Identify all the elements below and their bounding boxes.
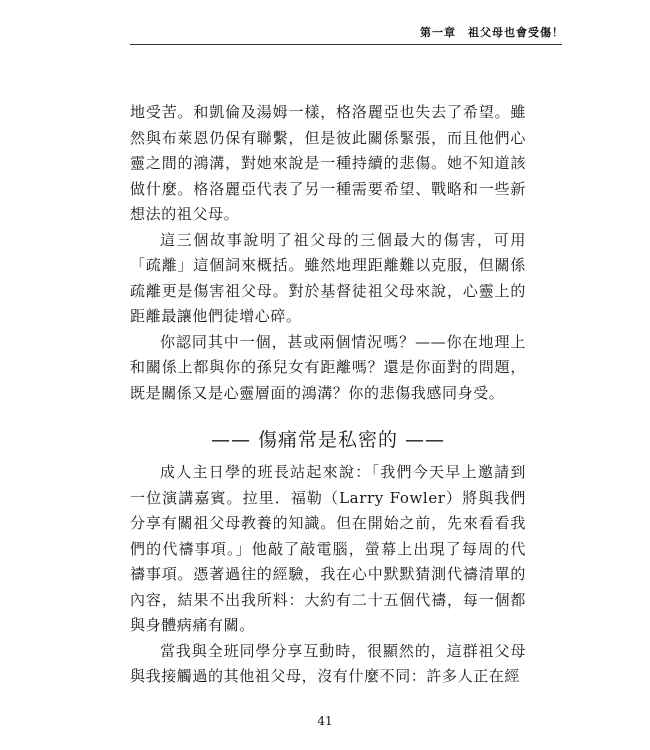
paragraph: 成人主日學的班長站起來說：「我們今天早上邀請到一位演講嘉賓。拉里．福勒（Larry Fowler）將與我們分享有關祖父母教養的知識。但在開始之前，先來看看我們的代禱事項。」他敲了敲電腦，螢幕上出現了每周的代禱事項。憑著過往的經驗，我在心中默默猜測代禱清單的內容，結果不出我所料：大約有二十五個代禱，每一個都與身體病痛有關。 xyxy=(130,463,526,634)
section-2-body xyxy=(130,460,526,690)
paragraph: 當我與全班同學分享互動時，很顯然的，這群祖父母與我接觸過的其他祖父母，沒有什麼不同：許多人正在經 xyxy=(130,641,526,685)
header-rule xyxy=(130,44,562,45)
paragraph: 這三個故事說明了祖父母的三個最大的傷害，可用「疏離」這個詞來概括。雖然地理距離難以克服，但關係疏離更是傷害祖父母。對於基督徒祖父母來說，心靈上的距離最讓他們徒增心碎。 xyxy=(130,230,526,325)
section-1-body xyxy=(130,100,526,406)
page-number: 41 xyxy=(317,714,333,728)
running-header: 第一章 祖父母也會受傷！ xyxy=(420,26,564,39)
paragraph: 地受苦。和凱倫及湯姆一樣，格洛麗亞也失去了希望。雖然與布萊恩仍保有聯繫，但是彼此關係緊張，而且他們心靈之間的鴻溝，對她來說是一種持續的悲傷。她不知道該做什麼。格洛麗亞代表了另一種需要希望、戰略和一些新想法的祖父母。 xyxy=(130,103,526,223)
section-heading: —— 傷痛常是私密的 —— xyxy=(210,429,446,451)
paragraph: 你認同其中一個，甚或兩個情況嗎？——你在地理上和關係上都與你的孫兒女有距離嗎？還是你面對的問題，既是關係又是心靈層面的鴻溝？你的悲傷我感同身受。 xyxy=(130,332,526,402)
